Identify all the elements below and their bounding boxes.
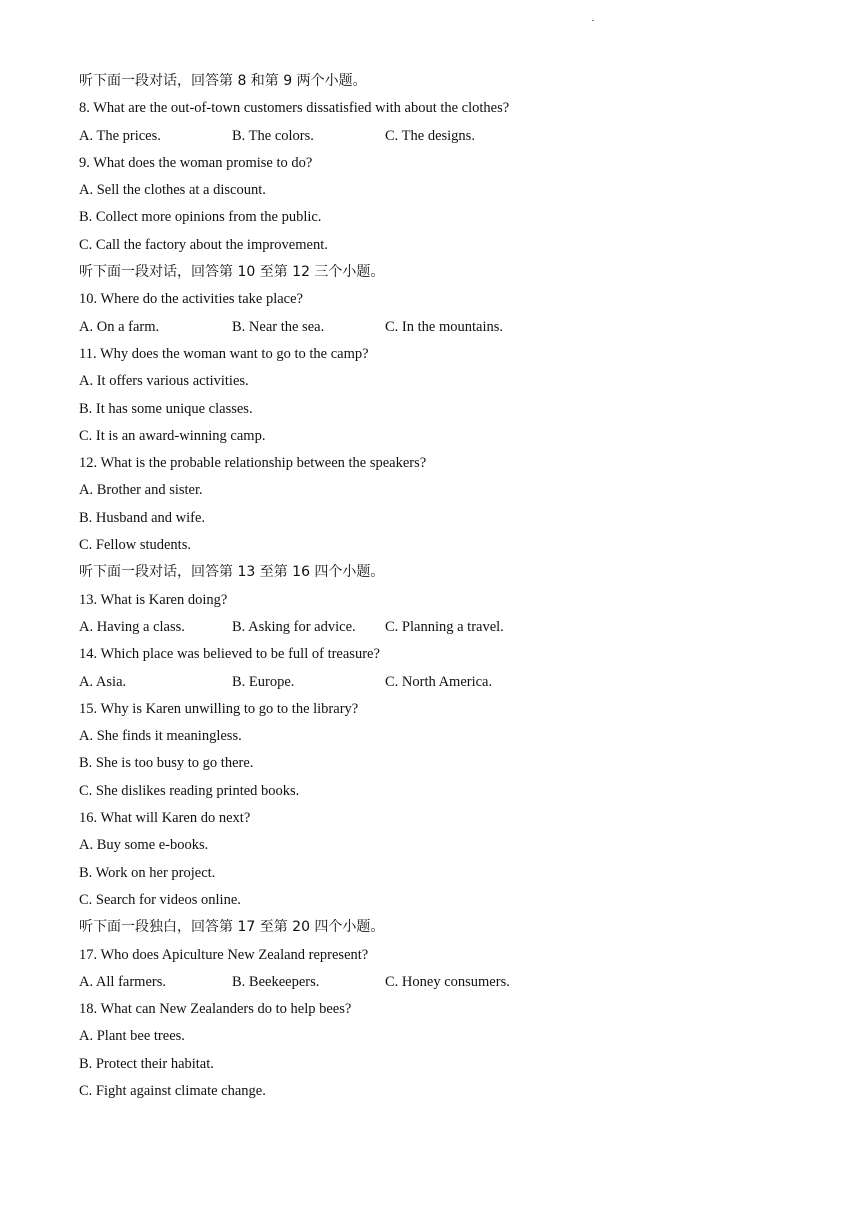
answer-option: C. The designs. [385,127,475,144]
options-row [79,123,799,150]
options-row [79,669,799,696]
answer-option: A. She finds it meaningless. [79,728,242,745]
question-text: 15. Why is Karen unwilling to go to the library? [79,700,359,717]
answer-option: B. She is too busy to go there. [79,755,254,772]
answer-option: B. Asking for advice. [232,618,356,635]
answer-option: B. The colors. [232,127,314,144]
answer-option: C. Call the factory about the improvement. [79,236,328,253]
question-text: 18. What can New Zealanders do to help bees? [79,1001,352,1018]
answer-option: A. On a farm. [79,318,160,335]
answer-option: B. It has some unique classes. [79,400,253,417]
answer-option: C. Search for videos online. [79,891,241,908]
options-row [79,314,799,341]
answer-option: C. Fight against climate change. [79,1082,266,1099]
answer-option: B. Beekeepers. [232,973,320,990]
section-instruction: 听下面一段对话，回答第 8 和第 9 两个小题。 [79,73,367,89]
question-text: 8. What are the out-of-town customers dissatisfied with about the clothes? [79,100,510,117]
answer-option: C. In the mountains. [385,318,504,335]
question-text: 11. Why does the woman want to go to the camp? [79,345,369,362]
answer-option: C. Fellow students. [79,537,191,554]
answer-option: A. Sell the clothes at a discount. [79,182,266,199]
answer-option: C. It is an award-winning camp. [79,427,266,444]
answer-option: B. Husband and wife. [79,509,206,526]
question-text: 12. What is the probable relationship between the speakers? [79,455,427,472]
section-instruction: 听下面一段独白，回答第 17 至第 20 四个小题。 [79,919,385,936]
answer-option: B. Near the sea. [232,318,325,335]
answer-option: C. She dislikes reading printed books. [79,782,300,799]
question-text: 17. Who does Apiculture New Zealand represent? [79,946,369,963]
question-text: 10. Where do the activities take place? [79,291,303,308]
answer-option: A. Asia. [79,673,127,690]
answer-option: A. Plant bee trees. [79,1028,185,1045]
answer-option: C. North America. [385,673,493,690]
section-instruction: 听下面一段对话，回答第 13 至第 16 四个小题。 [79,564,385,581]
answer-option: C. Planning a travel. [385,618,504,635]
answer-option: A. Buy some e-books. [79,837,209,854]
answer-option: C. Honey consumers. [385,973,510,990]
answer-option: B. Collect more opinions from the public. [79,209,322,226]
answer-option: B. Protect their habitat. [79,1055,214,1072]
options-row [79,614,799,641]
question-text: 9. What does the woman promise to do? [79,154,313,171]
options-row [79,969,799,996]
answer-option: A. Brother and sister. [79,482,203,499]
answer-option: A. All farmers. [79,973,166,990]
answer-option: A. It offers various activities. [79,373,249,390]
question-text: 16. What will Karen do next? [79,810,251,827]
scan-speck [592,20,594,21]
question-text: 14. Which place was believed to be full of treasure? [79,646,380,663]
answer-option: A. The prices. [79,127,161,144]
exam-page [79,68,799,1105]
answer-option: B. Work on her project. [79,864,216,881]
answer-option: A. Having a class. [79,618,185,635]
question-text: 13. What is Karen doing? [79,591,228,608]
answer-option: B. Europe. [232,673,295,690]
section-instruction: 听下面一段对话，回答第 10 至第 12 三个小题。 [79,264,385,281]
